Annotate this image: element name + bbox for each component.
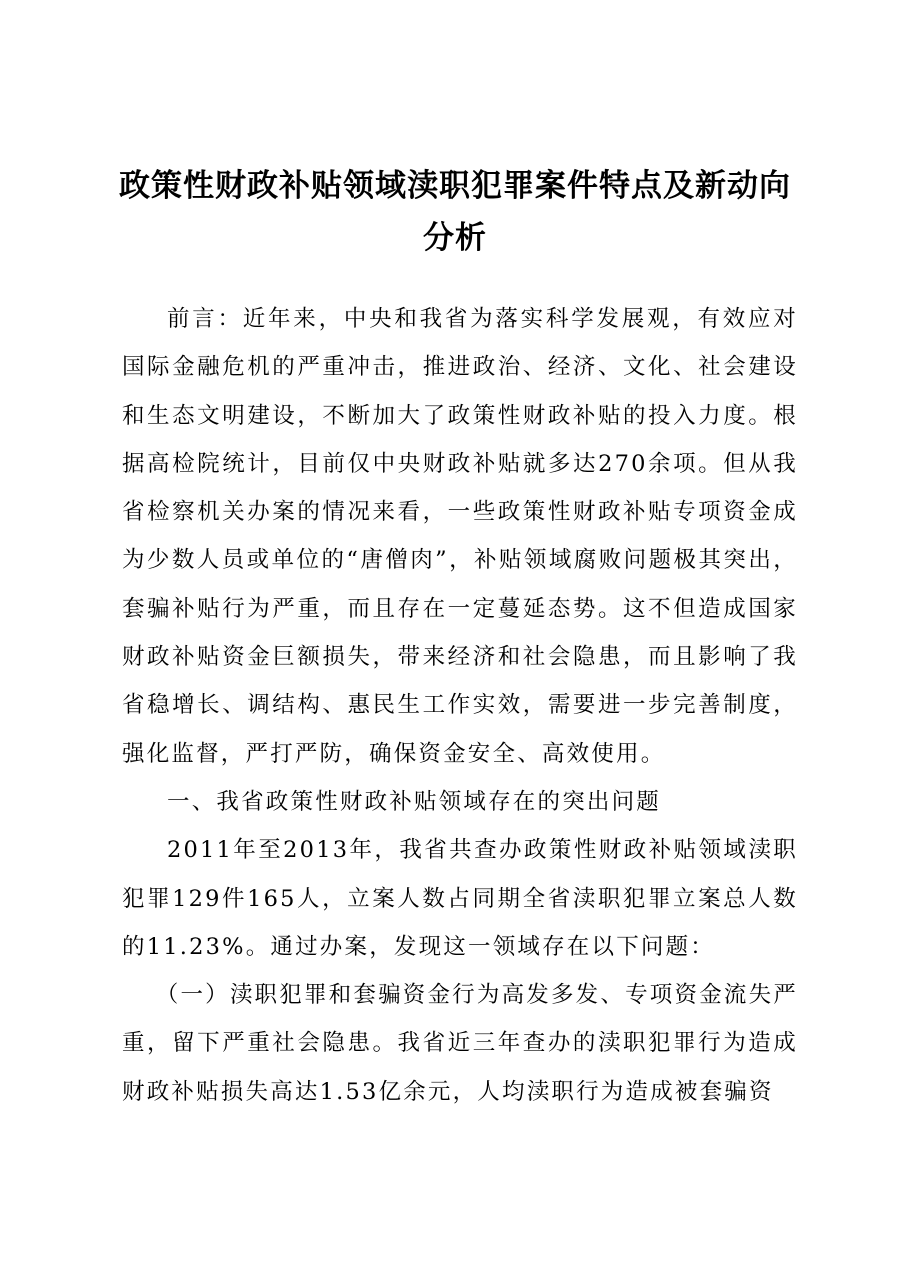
- document-title: 政策性财政补贴领域渎职犯罪案件特点及新动向分析: [119, 168, 791, 256]
- subsection-1: （一）渎职犯罪和套骗资金行为高发多发、专项资金流失严重，留下严重社会隐患。我省近三年查办的渎职犯罪行为造成财政补贴损失高达1.53亿余元，人均渎职行为造成被套骗资: [122, 982, 798, 1105]
- paragraph-preface: 前言：近年来，中央和我省为落实科学发展观，有效应对国际金融危机的严重冲击，推进政治、经济、文化、社会建设和生态文明建设，不断加大了政策性财政补贴的投入力度。根据高检院统计，目前仅中央财政补贴就多达270余项。但从我省检察机关办案的情况来看，一些政策性财政补贴专项资金成为少数人员或单位的“唐僧肉”，补贴领域腐败问题极其突出，套骗补贴行为严重，而且存在一定蔓延态势。这不但造成国家财政补贴资金巨额损失，带来经济和社会隐患，而且影响了我省稳增长、调结构、惠民生工作实效，需要进一步完善制度，强化监督，严打严防，确保资金安全、高效使用。: [122, 306, 798, 767]
- section-heading-1: 一、我省政策性财政补贴领域存在的突出问题: [167, 788, 662, 815]
- paragraph-statistics: 2011年至2013年，我省共查办政策性财政补贴领域渎职犯罪129件165人，立案人数占同期全省渎职犯罪立案总人数的11.23%。通过办案，发现这一领域存在以下问题：: [122, 837, 798, 960]
- document-body: [122, 295, 798, 1116]
